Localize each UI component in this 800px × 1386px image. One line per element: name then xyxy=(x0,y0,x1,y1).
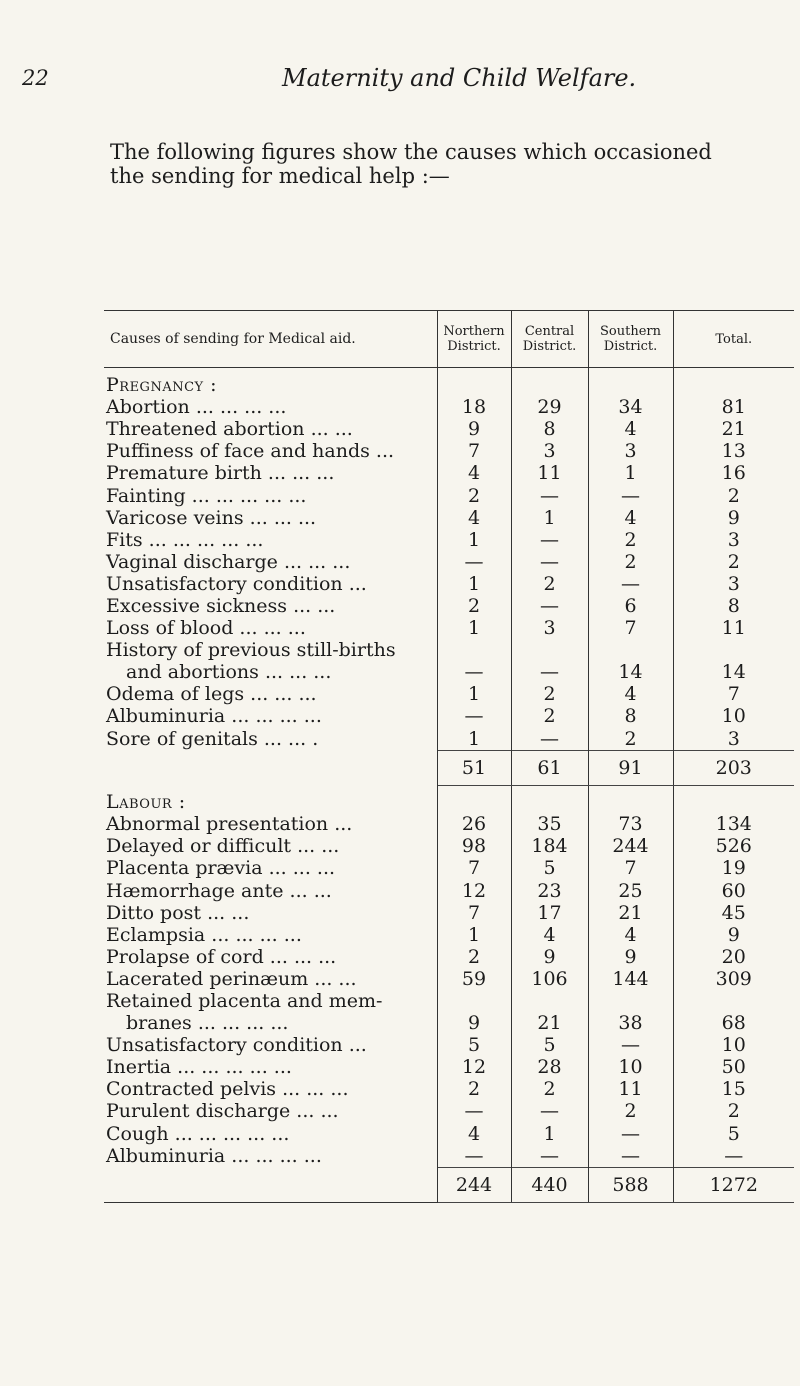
northern-value: 5 xyxy=(437,1034,511,1056)
southern-value: 7 xyxy=(588,617,673,639)
total-value: 68 xyxy=(721,1012,746,1035)
cause-label: Fainting ... ... ... ... ... xyxy=(104,484,437,506)
table-row xyxy=(104,902,794,924)
total-value: 9 xyxy=(727,923,740,946)
southern-value: 4 xyxy=(588,924,673,946)
table-row xyxy=(104,1034,794,1056)
empty-cell xyxy=(104,1167,437,1202)
northern-value: — xyxy=(437,705,511,727)
total-value: 8 xyxy=(727,594,740,617)
central-value: — xyxy=(511,728,588,751)
section-heading: Pregnancy : xyxy=(104,368,437,397)
cause-label: Albuminuria ... ... ... ... xyxy=(104,1145,437,1168)
table-row xyxy=(104,857,794,879)
table-row xyxy=(104,551,794,573)
central-value: 28 xyxy=(511,1056,588,1078)
table-row xyxy=(104,1056,794,1078)
grand-total: 1272 xyxy=(673,1167,794,1202)
total-value: 21 xyxy=(721,418,746,441)
central-value: — xyxy=(511,1145,588,1168)
central-value: 1 xyxy=(511,507,588,529)
northern-value: 9 xyxy=(437,1012,511,1034)
total-value: 526 xyxy=(715,835,752,858)
pregnancy-section-heading xyxy=(104,368,794,397)
table-header-row xyxy=(104,311,794,368)
table-row xyxy=(104,1123,794,1145)
southern-value xyxy=(588,639,673,661)
table-row xyxy=(104,573,794,595)
central-value: 5 xyxy=(511,1034,588,1056)
cause-label: Placenta prævia ... ... ... xyxy=(104,857,437,879)
header-northern: Northern District. xyxy=(437,311,511,368)
northern-total: 51 xyxy=(437,750,511,785)
cause-label: Excessive sickness ... ... xyxy=(104,595,437,617)
table-row xyxy=(104,661,794,683)
table-row xyxy=(104,879,794,901)
header-central: Central District. xyxy=(511,311,588,368)
southern-value: — xyxy=(588,484,673,506)
empty-cell xyxy=(511,785,588,813)
empty-cell xyxy=(588,368,673,397)
southern-value: 25 xyxy=(588,879,673,901)
total-value: 10 xyxy=(721,1034,746,1057)
cause-label: and abortions ... ... ... xyxy=(104,661,437,683)
cause-label: History of previous still-births xyxy=(104,639,437,661)
page-number: 22 xyxy=(22,66,49,90)
southern-value: 8 xyxy=(588,705,673,727)
cause-label: Purulent discharge ... ... xyxy=(104,1100,437,1122)
southern-value: — xyxy=(588,1034,673,1056)
total-value: 45 xyxy=(721,901,746,924)
running-title: Maternity and Child Welfare. xyxy=(282,64,637,92)
central-value: 29 xyxy=(511,396,588,418)
central-value: 4 xyxy=(511,924,588,946)
northern-value: 1 xyxy=(437,573,511,595)
cause-label: Inertia ... ... ... ... ... xyxy=(104,1056,437,1078)
southern-value: 11 xyxy=(588,1078,673,1100)
central-value xyxy=(511,639,588,661)
labour-section-heading xyxy=(104,785,794,813)
northern-value: 1 xyxy=(437,683,511,705)
total-value: 14 xyxy=(721,661,746,684)
northern-value: — xyxy=(437,551,511,573)
northern-value: 1 xyxy=(437,728,511,751)
table-row xyxy=(104,484,794,506)
causes-table xyxy=(104,310,794,1203)
southern-value: 2 xyxy=(588,551,673,573)
central-value: — xyxy=(511,484,588,506)
empty-cell xyxy=(437,368,511,397)
header-cause: Causes of sending for Medical aid. xyxy=(104,311,437,368)
total-value: 16 xyxy=(721,462,746,485)
southern-value: — xyxy=(588,1123,673,1145)
central-value xyxy=(511,990,588,1012)
northern-value: 4 xyxy=(437,507,511,529)
cause-label: Delayed or difficult ... ... xyxy=(104,835,437,857)
central-value: 11 xyxy=(511,462,588,484)
total-value: 15 xyxy=(721,1078,746,1101)
total-value: 9 xyxy=(727,506,740,529)
northern-value: 2 xyxy=(437,595,511,617)
northern-value: 2 xyxy=(437,946,511,968)
total-value: 13 xyxy=(721,440,746,463)
total-value: 309 xyxy=(715,967,752,990)
southern-value: 2 xyxy=(588,728,673,751)
intro-line-1: The following figures show the causes which occasioned xyxy=(110,140,712,164)
total-value: 7 xyxy=(727,683,740,706)
cause-label: Threatened abortion ... ... xyxy=(104,418,437,440)
central-value: 1 xyxy=(511,1123,588,1145)
southern-value: 21 xyxy=(588,902,673,924)
northern-value: 4 xyxy=(437,462,511,484)
central-value: — xyxy=(511,595,588,617)
central-value: 8 xyxy=(511,418,588,440)
table-row xyxy=(104,990,794,1012)
central-value: 35 xyxy=(511,813,588,835)
southern-value: 73 xyxy=(588,813,673,835)
total-value: 134 xyxy=(715,813,752,836)
southern-value: — xyxy=(588,1145,673,1168)
grand-total: 203 xyxy=(673,750,794,785)
southern-value: 1 xyxy=(588,462,673,484)
cause-label: Eclampsia ... ... ... ... xyxy=(104,924,437,946)
southern-value xyxy=(588,990,673,1012)
southern-value: 6 xyxy=(588,595,673,617)
northern-value: 7 xyxy=(437,857,511,879)
central-value: — xyxy=(511,551,588,573)
northern-value: 1 xyxy=(437,529,511,551)
cause-label: Vaginal discharge ... ... ... xyxy=(104,551,437,573)
table-row xyxy=(104,813,794,835)
empty-cell xyxy=(511,368,588,397)
northern-value: 12 xyxy=(437,1056,511,1078)
empty-cell xyxy=(437,785,511,813)
northern-value: 2 xyxy=(437,484,511,506)
total-value: 5 xyxy=(727,1122,740,1145)
empty-cell xyxy=(588,785,673,813)
cause-label: Varicose veins ... ... ... xyxy=(104,507,437,529)
table-row xyxy=(104,683,794,705)
table-row xyxy=(104,440,794,462)
central-value: 5 xyxy=(511,857,588,879)
northern-value: — xyxy=(437,1145,511,1168)
cause-label: Albuminuria ... ... ... ... xyxy=(104,705,437,727)
southern-total: 588 xyxy=(588,1167,673,1202)
southern-value: 2 xyxy=(588,529,673,551)
cause-label: Prolapse of cord ... ... ... xyxy=(104,946,437,968)
central-value: 17 xyxy=(511,902,588,924)
northern-value: 9 xyxy=(437,418,511,440)
cause-label: Loss of blood ... ... ... xyxy=(104,617,437,639)
southern-value: — xyxy=(588,573,673,595)
northern-value: — xyxy=(437,661,511,683)
total-value: 60 xyxy=(721,879,746,902)
northern-value: — xyxy=(437,1100,511,1122)
central-value: 3 xyxy=(511,617,588,639)
northern-value: 26 xyxy=(437,813,511,835)
central-value: 23 xyxy=(511,879,588,901)
southern-value: 3 xyxy=(588,440,673,462)
central-value: — xyxy=(511,529,588,551)
table-row xyxy=(104,617,794,639)
northern-value: 4 xyxy=(437,1123,511,1145)
empty-cell xyxy=(673,368,794,397)
total-value: — xyxy=(724,1144,744,1167)
table-row xyxy=(104,968,794,990)
total-value: 3 xyxy=(727,572,740,595)
total-value: 11 xyxy=(721,617,746,640)
northern-total: 244 xyxy=(437,1167,511,1202)
total-value: 50 xyxy=(721,1056,746,1079)
table-row xyxy=(104,595,794,617)
central-value: 184 xyxy=(511,835,588,857)
page-header xyxy=(0,0,800,90)
southern-value: 144 xyxy=(588,968,673,990)
table-row xyxy=(104,396,794,418)
southern-value: 38 xyxy=(588,1012,673,1034)
cause-label: Lacerated perinæum ... ... xyxy=(104,968,437,990)
cause-label: Cough ... ... ... ... ... xyxy=(104,1123,437,1145)
header-southern: Southern District. xyxy=(588,311,673,368)
central-total: 440 xyxy=(511,1167,588,1202)
table-row xyxy=(104,946,794,968)
northern-value: 7 xyxy=(437,440,511,462)
southern-value: 4 xyxy=(588,683,673,705)
cause-label: Ditto post ... ... xyxy=(104,902,437,924)
cause-label: Abnormal presentation ... xyxy=(104,813,437,835)
central-value: 21 xyxy=(511,1012,588,1034)
central-value: 9 xyxy=(511,946,588,968)
intro-line-2: the sending for medical help :— xyxy=(110,164,450,188)
central-value: 2 xyxy=(511,683,588,705)
table-row xyxy=(104,1078,794,1100)
cause-label: Retained placenta and mem- xyxy=(104,990,437,1012)
southern-value: 34 xyxy=(588,396,673,418)
cause-label: Fits ... ... ... ... ... xyxy=(104,529,437,551)
total-value: 10 xyxy=(721,705,746,728)
header-total: Total. xyxy=(715,331,753,347)
table-row xyxy=(104,705,794,727)
cause-label: Puffiness of face and hands ... xyxy=(104,440,437,462)
table-row xyxy=(104,1012,794,1034)
cause-label: Contracted pelvis ... ... ... xyxy=(104,1078,437,1100)
southern-value: 10 xyxy=(588,1056,673,1078)
table-row xyxy=(104,728,794,751)
table-row xyxy=(104,924,794,946)
total-value: 2 xyxy=(727,1100,740,1123)
northern-value: 1 xyxy=(437,617,511,639)
empty-cell xyxy=(104,750,437,785)
northern-value: 18 xyxy=(437,396,511,418)
table-row xyxy=(104,1145,794,1168)
central-total: 61 xyxy=(511,750,588,785)
table-row xyxy=(104,639,794,661)
southern-value: 7 xyxy=(588,857,673,879)
cause-label: Premature birth ... ... ... xyxy=(104,462,437,484)
southern-value: 9 xyxy=(588,946,673,968)
northern-value: 1 xyxy=(437,924,511,946)
northern-value: 98 xyxy=(437,835,511,857)
table-row xyxy=(104,507,794,529)
total-value xyxy=(673,639,794,661)
cause-label: Unsatisfactory condition ... xyxy=(104,573,437,595)
total-value: 2 xyxy=(727,550,740,573)
pregnancy-total-row xyxy=(104,750,794,785)
cause-label: Abortion ... ... ... ... xyxy=(104,396,437,418)
cause-label: Odema of legs ... ... ... xyxy=(104,683,437,705)
empty-cell xyxy=(673,785,794,813)
southern-value: 4 xyxy=(588,418,673,440)
total-value: 20 xyxy=(721,945,746,968)
table-row xyxy=(104,1100,794,1122)
total-value xyxy=(673,990,794,1012)
intro-paragraph xyxy=(110,140,800,188)
table-row xyxy=(104,835,794,857)
southern-value: 244 xyxy=(588,835,673,857)
southern-value: 4 xyxy=(588,507,673,529)
cause-label: branes ... ... ... ... xyxy=(104,1012,437,1034)
central-value: 2 xyxy=(511,573,588,595)
northern-value xyxy=(437,990,511,1012)
table-row xyxy=(104,418,794,440)
northern-value: 7 xyxy=(437,902,511,924)
northern-value xyxy=(437,639,511,661)
labour-total-row xyxy=(104,1167,794,1202)
central-value: 2 xyxy=(511,1078,588,1100)
cause-label: Hæmorrhage ante ... ... xyxy=(104,879,437,901)
total-value: 3 xyxy=(727,528,740,551)
southern-value: 14 xyxy=(588,661,673,683)
southern-total: 91 xyxy=(588,750,673,785)
central-value: 106 xyxy=(511,968,588,990)
central-value: — xyxy=(511,1100,588,1122)
table-row xyxy=(104,462,794,484)
total-value: 2 xyxy=(727,484,740,507)
central-value: 3 xyxy=(511,440,588,462)
cause-label: Unsatisfactory condition ... xyxy=(104,1034,437,1056)
southern-value: 2 xyxy=(588,1100,673,1122)
northern-value: 2 xyxy=(437,1078,511,1100)
table-row xyxy=(104,529,794,551)
total-value: 3 xyxy=(727,727,740,750)
total-value: 19 xyxy=(721,857,746,880)
total-value: 81 xyxy=(721,396,746,419)
central-value: 2 xyxy=(511,705,588,727)
section-heading: Labour : xyxy=(104,785,437,813)
central-value: — xyxy=(511,661,588,683)
northern-value: 59 xyxy=(437,968,511,990)
cause-label: Sore of genitals ... ... . xyxy=(104,728,437,751)
northern-value: 12 xyxy=(437,879,511,901)
